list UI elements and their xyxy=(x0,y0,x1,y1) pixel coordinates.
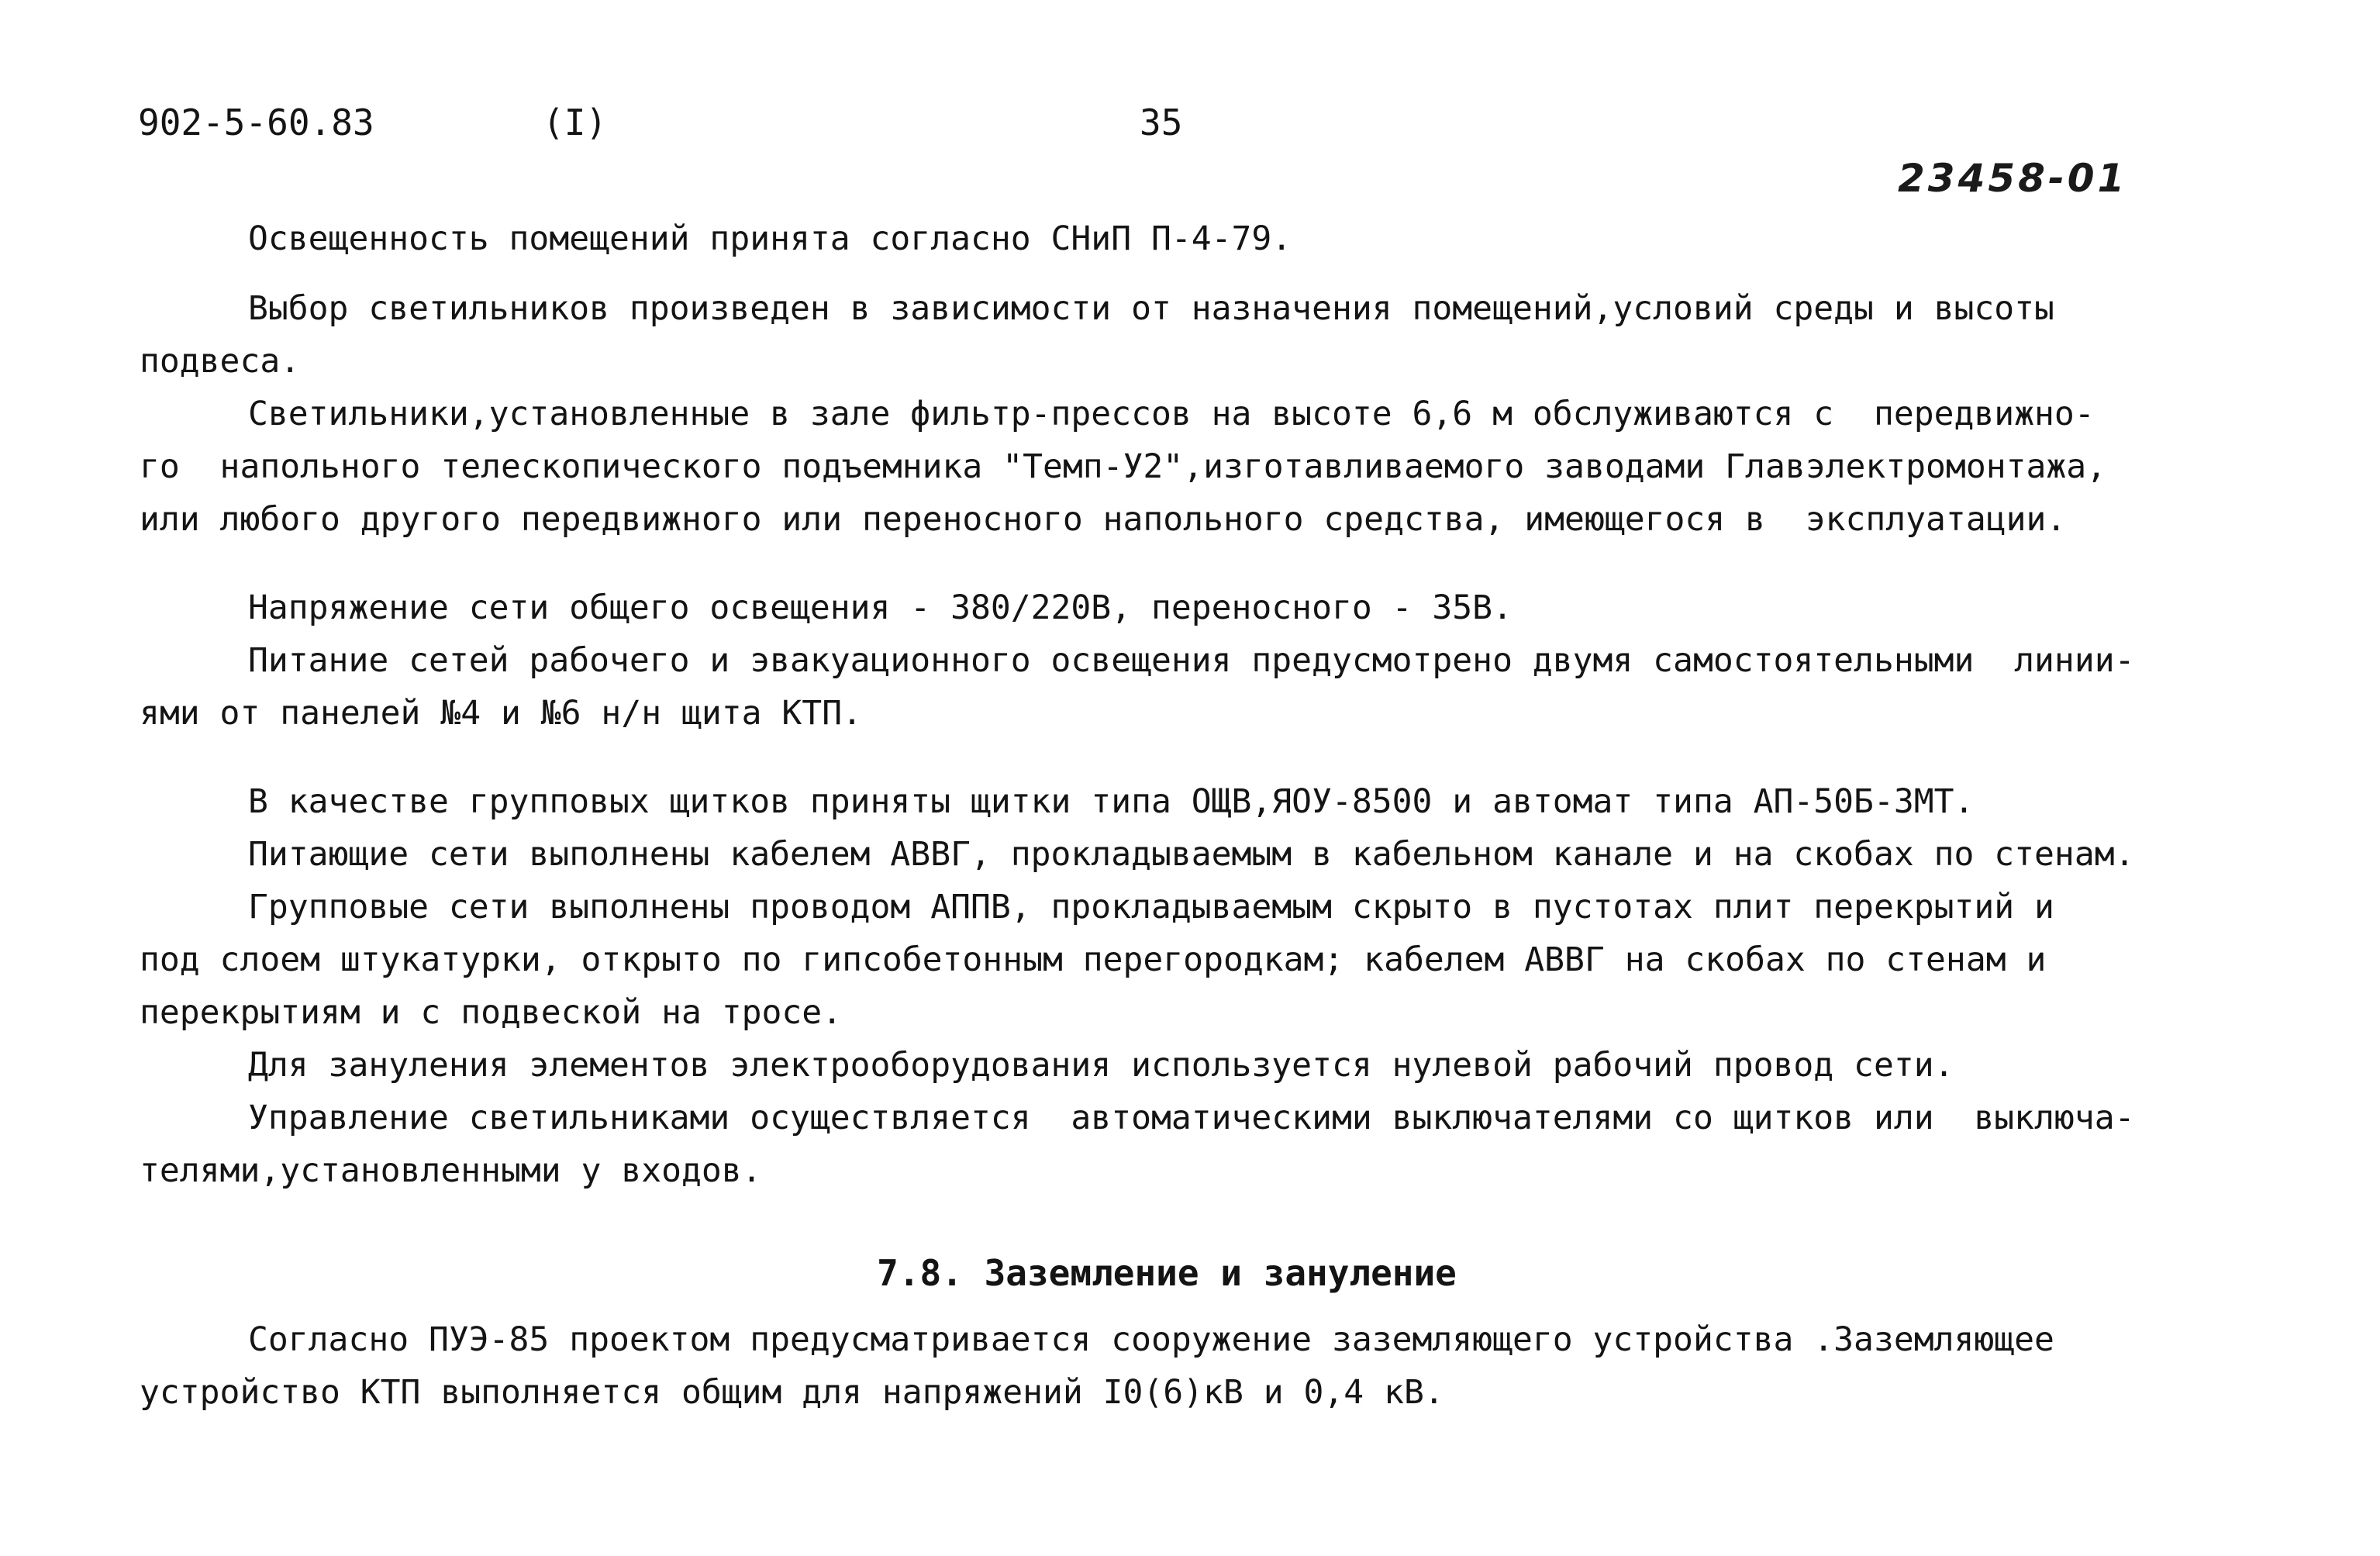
paragraph-group-panels xyxy=(140,775,2256,828)
section-heading-text: 7.8. Заземление и зануление xyxy=(877,1252,1457,1294)
paragraph-luminaire-choice xyxy=(140,282,2256,388)
paragraph-power-supply xyxy=(140,634,2256,740)
paragraph-line: телями,установленными у входов. xyxy=(140,1151,762,1190)
paragraph-line: Освещенность помещений принята согласно СНиП П-4-79. xyxy=(248,219,1292,258)
paragraph-group-networks xyxy=(140,881,2256,1039)
paragraph-line: Групповые сети выполнены проводом АППВ, прокладываемым скрыто в пустотах плит перекрытий и xyxy=(248,888,2054,926)
paragraph-voltage xyxy=(140,581,2256,634)
document-code: 902-5-60.83 xyxy=(138,102,374,143)
paragraph-lighting-control xyxy=(140,1092,2256,1197)
paragraph-line: Питающие сети выполнены кабелем АВВГ, прокладываемым в кабельном канале и на скобах по стенам. xyxy=(248,835,2135,874)
section-heading xyxy=(0,1247,2380,1299)
document-part: (I) xyxy=(543,102,608,143)
paragraph-line: Для зануления элементов электрооборудования используется нулевой рабочий провод сети. xyxy=(248,1046,1954,1085)
paragraph-line: перекрытиям и с подвеской на тросе. xyxy=(140,993,843,1032)
paragraph-line: Согласно ПУЭ-85 проектом предусматривается сооружение заземляющего устройства .Заземляющее xyxy=(248,1320,2054,1359)
paragraph-line: подвеса. xyxy=(140,342,301,381)
paragraph-neutral-wire xyxy=(140,1039,2256,1092)
paragraph-line: или любого другого передвижного или переносного напольного средства, имеющегося в эксплуатации. xyxy=(140,500,2067,539)
paragraph-line: Выбор светильников произведен в зависимости от назначения помещений,условий среды и высоты xyxy=(248,289,2054,328)
paragraph-illuminance xyxy=(140,212,2256,265)
page-number: 35 xyxy=(1140,102,1183,143)
paragraph-line: Светильники,установленные в зале фильтр-прессов на высоте 6,6 м обслуживаются с передвижно- xyxy=(248,395,2095,433)
paragraph-line: ями от панелей №4 и №6 н/н щита КТП. xyxy=(140,694,862,733)
paragraph-line: В качестве групповых щитков приняты щитки типа ОЩВ,ЯОУ-8500 и автомат типа АП-50Б-3МТ. xyxy=(248,782,1975,821)
archive-stamp: 23458-01 xyxy=(1898,156,2128,201)
paragraph-line: устройство КТП выполняется общим для напряжений I0(6)кВ и 0,4 кВ. xyxy=(140,1373,1444,1412)
paragraph-line: под слоем штукатурки, открыто по гипсобетонным перегородкам; кабелем АВВГ на скобах по стенам и xyxy=(140,940,2047,979)
paragraph-line: Питание сетей рабочего и эвакуационного освещения предусмотрено двумя самостоятельными линии- xyxy=(248,641,2135,680)
paragraph-feeder-networks xyxy=(140,828,2256,881)
paragraph-luminaire-service xyxy=(140,388,2256,546)
paragraph-line: Управление светильниками осуществляется автоматическими выключателями со щитков или выключа- xyxy=(248,1099,2135,1137)
paragraph-line: го напольного телескопического подъемника "Темп-У2",изготавливаемого заводами Главэлектромонтажа, xyxy=(140,447,2107,486)
paragraph-line: Напряжение сети общего освещения - 380/220В, переносного - 35В. xyxy=(248,588,1513,627)
paragraph-grounding xyxy=(140,1313,2256,1419)
